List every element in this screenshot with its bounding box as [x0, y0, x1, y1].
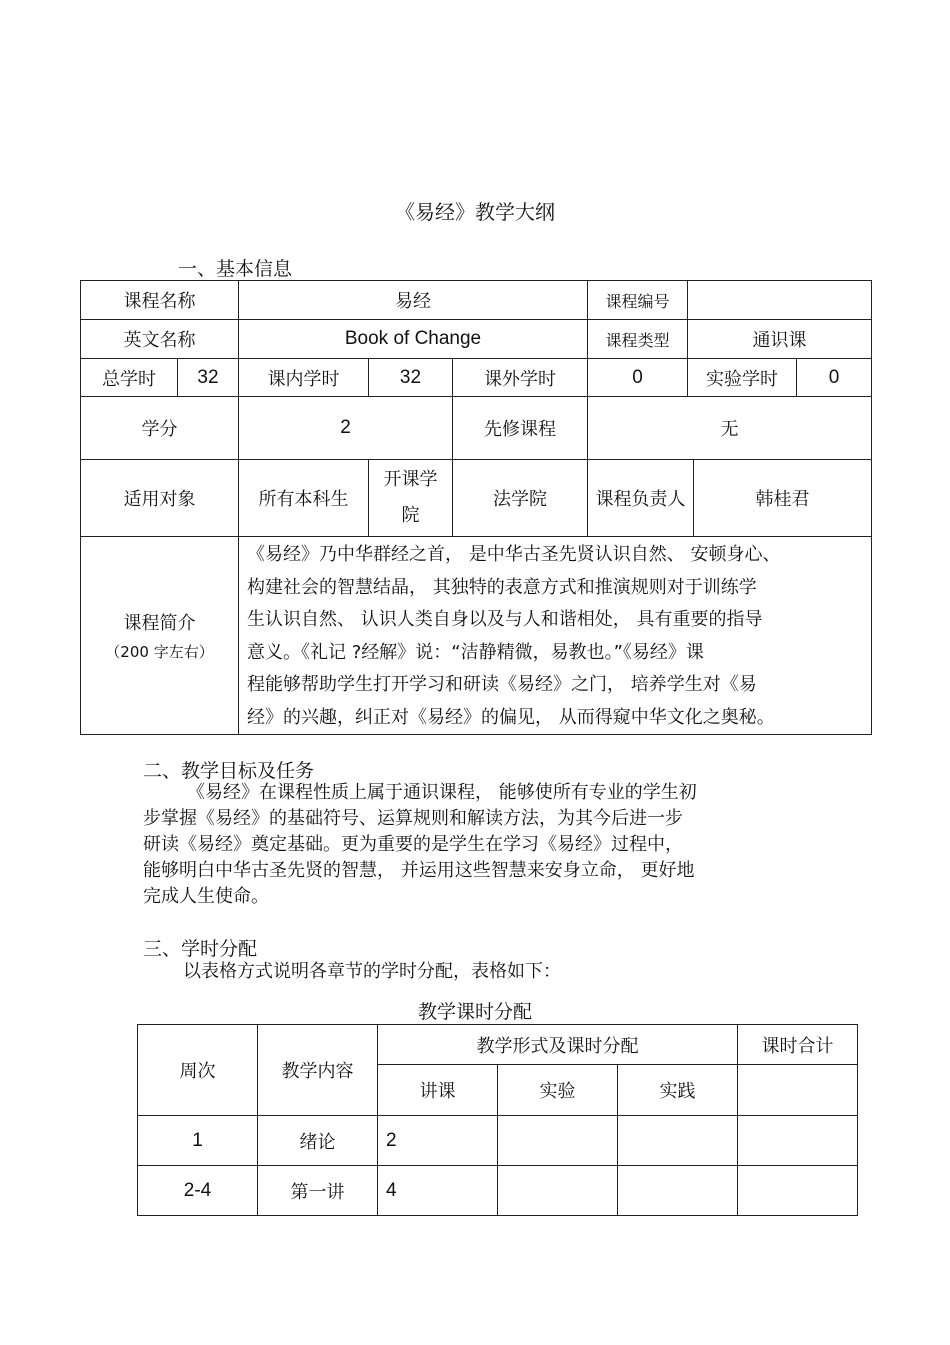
- in-class-hours-label: 课内学时: [239, 359, 369, 397]
- practice-cell: [618, 1116, 738, 1166]
- hours-table: [137, 1024, 858, 1216]
- table-row: [81, 281, 872, 320]
- table-row: [81, 537, 872, 735]
- college-label: [369, 460, 453, 537]
- out-class-hours-value: 0: [588, 359, 688, 397]
- document-title: 《易经》教学大纲: [395, 200, 555, 224]
- table-header-row: [138, 1025, 858, 1065]
- summary-line: 意义。《礼记 ?经解》说：“洁静精微，易教也。”《易经》课: [247, 641, 704, 663]
- summary-label-cell: [81, 537, 239, 735]
- week-cell: 1: [138, 1116, 258, 1166]
- prereq-label: 先修课程: [453, 397, 588, 460]
- col-lab-header: 实验: [498, 1065, 618, 1116]
- lab-cell: [498, 1166, 618, 1216]
- college-label-line1: 开课学: [383, 469, 438, 490]
- course-name-label: 课程名称: [81, 281, 239, 320]
- col-total-empty: [738, 1065, 858, 1116]
- table-row: [81, 460, 872, 537]
- section-goals-body: [143, 780, 863, 910]
- paragraph-line: 步掌握《易经》的基础符号、运算规则和解读方法，为其今后进一步: [143, 808, 683, 829]
- paragraph-line: 能够明白中华古圣先贤的智慧， 并运用这些智慧来安身立命， 更好地: [143, 860, 695, 881]
- total-hours-value: 32: [178, 359, 239, 397]
- lecture-cell: 4: [378, 1166, 498, 1216]
- col-total-header: 课时合计: [738, 1025, 858, 1065]
- total-hours-label: 总学时: [81, 359, 178, 397]
- paragraph-line: 《易经》在课程性质上属于通识课程， 能够使所有专业的学生初: [187, 782, 697, 803]
- course-code-label: 课程编号: [588, 281, 688, 320]
- out-class-hours-label: 课外学时: [453, 359, 588, 397]
- table-row: [138, 1116, 858, 1166]
- in-class-hours-value: 32: [369, 359, 453, 397]
- course-code-value: [688, 281, 872, 320]
- table-row: [81, 397, 872, 460]
- summary-line: 经》的兴趣，纠正对《易经》的偏见， 从而得窥中华文化之奥秘。: [247, 706, 775, 728]
- credits-label: 学分: [81, 397, 239, 460]
- table-row: [138, 1166, 858, 1216]
- course-summary: [239, 537, 872, 735]
- course-type-label: 课程类型: [588, 320, 688, 359]
- table-row: [81, 320, 872, 359]
- col-form-header: 教学形式及课时分配: [378, 1025, 738, 1065]
- col-week-header: 周次: [138, 1025, 258, 1116]
- lab-hours-label: 实验学时: [688, 359, 797, 397]
- college-value: 法学院: [453, 460, 588, 537]
- hours-table-caption: 教学课时分配: [417, 1001, 532, 1023]
- section-hours-heading: 三、学时分配: [143, 938, 258, 960]
- audience-label: 适用对象: [81, 460, 239, 537]
- lead-value: 韩桂君: [694, 460, 872, 537]
- total-cell: [738, 1116, 858, 1166]
- col-lecture-header: 讲课: [378, 1065, 498, 1116]
- content-cell: 绪论: [258, 1116, 378, 1166]
- lecture-cell: 2: [378, 1116, 498, 1166]
- lab-hours-value: 0: [797, 359, 872, 397]
- audience-value: 所有本科生: [239, 460, 369, 537]
- summary-label: 课程简介: [123, 613, 196, 634]
- credits-value: 2: [239, 397, 453, 460]
- summary-line: 《易经》乃中华群经之首， 是中华古圣先贤认识自然、 安顿身心、: [247, 544, 781, 565]
- section-goals-heading: 二、教学目标及任务: [143, 760, 315, 782]
- col-content-header: 教学内容: [258, 1025, 378, 1116]
- english-name-value: Book of Change: [239, 320, 588, 359]
- summary-sublabel: （200 字左右）: [105, 643, 214, 661]
- course-name-value: 易经: [239, 281, 588, 320]
- col-practice-header: 实践: [618, 1065, 738, 1116]
- lead-label: 课程负责人: [588, 460, 694, 537]
- prereq-value: 无: [588, 397, 872, 460]
- section-basic-info-heading: 一、基本信息: [178, 258, 293, 280]
- course-type-value: 通识课: [688, 320, 872, 359]
- week-cell: 2-4: [138, 1166, 258, 1216]
- lab-cell: [498, 1116, 618, 1166]
- summary-line: 程能够帮助学生打开学习和研读《易经》之门， 培养学生对《易: [247, 674, 757, 695]
- content-cell: 第一讲: [258, 1166, 378, 1216]
- paragraph-line: 完成人生使命。: [143, 886, 269, 907]
- summary-line: 构建社会的智慧结晶， 其独特的表意方式和推演规则对于训练学: [247, 576, 757, 598]
- english-name-label: 英文名称: [81, 320, 239, 359]
- summary-line: 生认识自然、 认识人类自身以及与人和谐相处， 具有重要的指导: [247, 609, 763, 630]
- total-cell: [738, 1166, 858, 1216]
- basic-info-table: [80, 280, 872, 735]
- practice-cell: [618, 1166, 738, 1216]
- paragraph-line: 研读《易经》奠定基础。更为重要的是学生在学习《易经》过程中，: [143, 834, 683, 855]
- college-label-line2: 院: [401, 505, 420, 526]
- table-row: [81, 359, 872, 397]
- section-hours-intro: 以表格方式说明各章节的学时分配，表格如下：: [183, 961, 561, 982]
